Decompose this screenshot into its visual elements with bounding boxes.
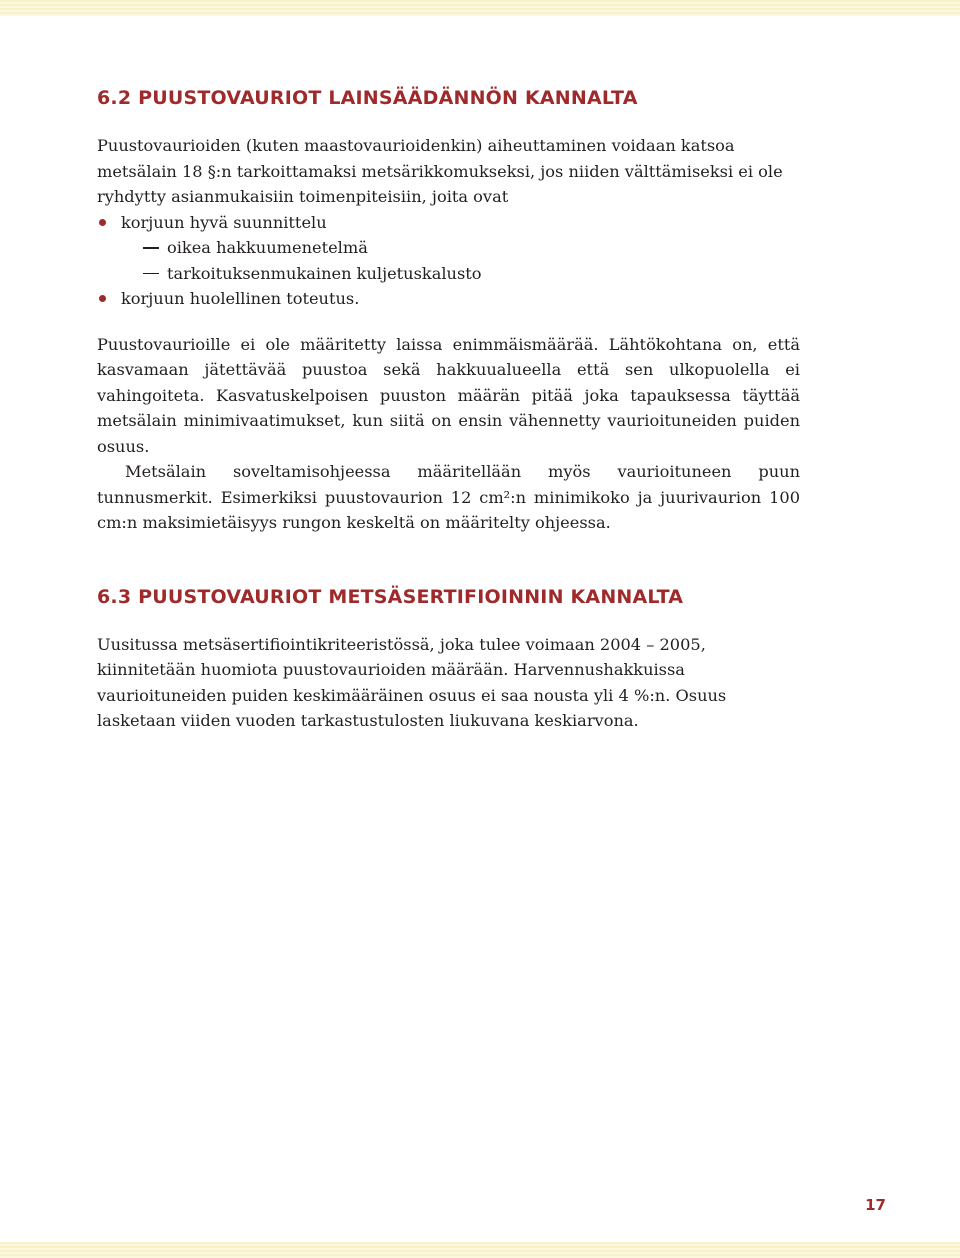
dash-icon xyxy=(143,273,159,275)
list-item-label: korjuun hyvä suunnittelu xyxy=(121,212,327,232)
list-item xyxy=(97,210,800,236)
section-6-3-paragraph: Uusitussa metsäsertifiointikriteeristössä, joka tulee voimaan 2004 – 2005, kiinnitetään huomiota puustovaurioiden määrään. Harvennushakkuissa vaurioituneiden puiden keskimääräinen osuus ei saa nousta yli 4 %:n. Osuus lasketaan viiden vuoden tarkastustulosten liukuvana keskiarvona. xyxy=(97,634,727,730)
bullet-icon xyxy=(99,295,106,302)
section-6-2-paragraph-1: Puustovaurioille ei ole määritetty laissa enimmäismäärää. Lähtökohtana on, että kasvamaan jätettävää puustoa sekä hakkuualueella että sen ulkopuolella ei vahingoiteta. Kasvatuskelpoisen puuston määrän pitää joka tapauksessa täyttää metsälain minimivaatimukset, kun siitä on ensin vähennetty vaurioituneiden puiden osuus. xyxy=(97,334,800,456)
dash-icon xyxy=(143,247,159,249)
section-6-2-paragraph-2: Metsälain soveltamisohjeessa määritellään myös vaurioituneen puun tunnusmerkit. Esimerkiksi puustovaurion 12 cm²:n minimikoko ja juurivaurion 100 cm:n maksimietäisyys rungon keskeltä on määritelty ohjeessa. xyxy=(97,462,800,532)
list-subitem-label: oikea hakkuumenetelmä xyxy=(167,238,368,257)
top-decorative-stripe xyxy=(0,0,960,16)
list-subitem xyxy=(97,261,800,287)
list-item xyxy=(97,286,800,312)
section-heading-6-3: 6.3 PUUSTOVAURIOT METSÄSERTIFIOINNIN KANNALTA xyxy=(97,585,684,608)
section-6-2-intro: Puustovaurioiden (kuten maastovaurioidenkin) aiheuttaminen voidaan katsoa metsälain 18 §:n tarkoittamaksi metsärikkomukseksi, jos niiden välttämiseksi ei ole ryhdytty asianmukaisiin toimenpiteisiin, joita ovat xyxy=(97,136,783,206)
measures-list xyxy=(97,210,800,312)
page-content xyxy=(97,84,800,734)
list-item-label: korjuun huolellinen toteutus. xyxy=(121,289,360,308)
section-heading-6-2: 6.2 PUUSTOVAURIOT LAINSÄÄDÄNNÖN KANNALTA xyxy=(97,87,638,109)
bottom-decorative-stripe xyxy=(0,1242,960,1258)
list-subitem xyxy=(97,235,800,261)
list-subitem-label: tarkoituksenmukainen kuljetuskalusto xyxy=(167,263,482,283)
bullet-icon xyxy=(99,219,106,226)
page-number: 17 xyxy=(865,1196,886,1214)
